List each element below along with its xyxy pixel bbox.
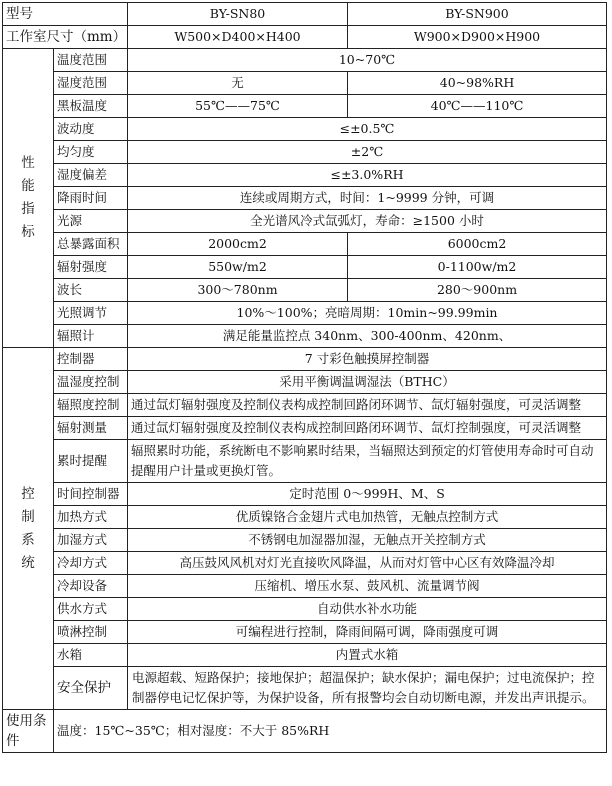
water-supply-value: 自动供水补水功能 bbox=[128, 598, 607, 621]
table-row bbox=[3, 348, 607, 371]
temp-range-value: 10~70℃ bbox=[128, 49, 607, 72]
spec-table bbox=[2, 2, 607, 753]
spray-label: 喷淋控制 bbox=[54, 621, 128, 644]
cumulative-value: 辐照累时功能，系统断电不影响累时结果，当辐照达到预定的灯管使用寿命时可自动提醒用户计量或更换灯管。 bbox=[128, 440, 607, 483]
humidity-range-model2: 40~98%RH bbox=[348, 72, 607, 95]
uniformity-label: 均匀度 bbox=[54, 141, 128, 164]
table-row bbox=[3, 394, 607, 417]
exposure-area-model1: 2000cm2 bbox=[128, 233, 348, 256]
controller-label: 控制器 bbox=[54, 348, 128, 371]
table-row bbox=[3, 598, 607, 621]
table-row bbox=[3, 95, 607, 118]
table-row bbox=[3, 233, 607, 256]
irr-control-label: 辐照度控制 bbox=[54, 394, 128, 417]
irradiance-label: 辐射强度 bbox=[54, 256, 128, 279]
chamber-model2: W900×D900×H900 bbox=[348, 26, 607, 49]
radiometer-value: 满足能量监控点 340nm、300-400nm、420nm、 bbox=[128, 325, 607, 348]
exposure-area-label: 总暴露面积 bbox=[54, 233, 128, 256]
black-panel-model1: 55℃——75℃ bbox=[128, 95, 348, 118]
table-row bbox=[3, 3, 607, 26]
performance-group-label: 性 能 指 标 bbox=[3, 49, 54, 348]
safety-label: 安全保护 bbox=[54, 667, 128, 710]
humidity-dev-label: 湿度偏差 bbox=[54, 164, 128, 187]
irr-control-value: 通过氙灯辐射强度及控制仪表构成控制回路闭环调节、氙灯辐射强度，可灵活调整 bbox=[128, 394, 607, 417]
black-panel-model2: 40℃——110℃ bbox=[348, 95, 607, 118]
humidity-range-model1: 无 bbox=[128, 72, 348, 95]
chamber-model1: W500×D400×H400 bbox=[128, 26, 348, 49]
model2-name: BY-SN900 bbox=[348, 3, 607, 26]
table-row bbox=[3, 325, 607, 348]
timer-label: 时间控制器 bbox=[54, 483, 128, 506]
chamber-label: 工作室尺寸（mm） bbox=[3, 26, 128, 49]
light-adjust-label: 光照调节 bbox=[54, 302, 128, 325]
tank-label: 水箱 bbox=[54, 644, 128, 667]
table-row bbox=[3, 49, 607, 72]
irr-measure-label: 辐射测量 bbox=[54, 417, 128, 440]
irr-measure-value: 通过氙灯辐射强度及控制仪表构成控制回路闭环调节、氙灯控制强度，可灵活调整 bbox=[128, 417, 607, 440]
black-panel-label: 黑板温度 bbox=[54, 95, 128, 118]
wavelength-model2: 280～900nm bbox=[348, 279, 607, 302]
humidify-value: 不锈钢电加湿器加湿，无触点开关控制方式 bbox=[128, 529, 607, 552]
irradiance-model2: 0-1100w/m2 bbox=[348, 256, 607, 279]
table-row bbox=[3, 417, 607, 440]
humidify-label: 加湿方式 bbox=[54, 529, 128, 552]
table-row bbox=[3, 210, 607, 233]
control-group-label: 控 制 系 统 bbox=[3, 348, 54, 710]
table-row bbox=[3, 483, 607, 506]
fluctuation-value: ≤±0.5℃ bbox=[128, 118, 607, 141]
exposure-area-model2: 6000cm2 bbox=[348, 233, 607, 256]
fluctuation-label: 波动度 bbox=[54, 118, 128, 141]
th-control-label: 温湿度控制 bbox=[54, 371, 128, 394]
cooling-value: 高压鼓风风机对灯光直接吹风降温，从而对灯管中心区有效降温冷却 bbox=[128, 552, 607, 575]
light-source-label: 光源 bbox=[54, 210, 128, 233]
spray-value: 可编程进行控制，降雨间隔可调，降雨强度可调 bbox=[128, 621, 607, 644]
cooling-equip-value: 压缩机、增压水泵、鼓风机、流量调节阀 bbox=[128, 575, 607, 598]
safety-value: 电源超载、短路保护；接地保护；超温保护；缺水保护；漏电保护；过电流保护；控制器停电记忆保护等，为保护设备，所有报警均会自动切断电源，并发出声讯提示。 bbox=[128, 667, 607, 710]
table-row bbox=[3, 118, 607, 141]
table-row bbox=[3, 302, 607, 325]
table-row bbox=[3, 552, 607, 575]
radiometer-label: 辐照计 bbox=[54, 325, 128, 348]
cumulative-label: 累时提醒 bbox=[54, 440, 128, 483]
table-row bbox=[3, 644, 607, 667]
wavelength-model1: 300～780nm bbox=[128, 279, 348, 302]
model1-name: BY-SN80 bbox=[128, 3, 348, 26]
table-row bbox=[3, 506, 607, 529]
table-row bbox=[3, 187, 607, 210]
light-adjust-value: 10%～100%；亮暗周期：10min~99.99min bbox=[128, 302, 607, 325]
table-row bbox=[3, 440, 607, 483]
table-row bbox=[3, 529, 607, 552]
controller-value: 7 寸彩色触摸屏控制器 bbox=[128, 348, 607, 371]
light-source-value: 全光谱风冷式氙弧灯，寿命：≥1500 小时 bbox=[128, 210, 607, 233]
table-row bbox=[3, 256, 607, 279]
conditions-value: 温度：15℃~35℃；相对湿度：不大于 85%RH bbox=[54, 710, 607, 753]
table-row bbox=[3, 164, 607, 187]
heating-value: 优质镍铬合金翅片式电加热管，无触点控制方式 bbox=[128, 506, 607, 529]
table-row bbox=[3, 710, 607, 753]
table-row bbox=[3, 72, 607, 95]
table-row bbox=[3, 621, 607, 644]
humidity-range-label: 湿度范围 bbox=[54, 72, 128, 95]
table-row bbox=[3, 26, 607, 49]
timer-value: 定时范围 0～999H、M、S bbox=[128, 483, 607, 506]
th-control-value: 采用平衡调温调湿法（BTHC） bbox=[128, 371, 607, 394]
heating-label: 加热方式 bbox=[54, 506, 128, 529]
tank-value: 内置式水箱 bbox=[128, 644, 607, 667]
irradiance-model1: 550w/m2 bbox=[128, 256, 348, 279]
humidity-dev-value: ≤±3.0%RH bbox=[128, 164, 607, 187]
uniformity-value: ±2℃ bbox=[128, 141, 607, 164]
cooling-label: 冷却方式 bbox=[54, 552, 128, 575]
table-row bbox=[3, 667, 607, 710]
cooling-equip-label: 冷却设备 bbox=[54, 575, 128, 598]
conditions-label: 使用条件 bbox=[3, 710, 54, 753]
table-row bbox=[3, 141, 607, 164]
temp-range-label: 温度范围 bbox=[54, 49, 128, 72]
rain-time-label: 降雨时间 bbox=[54, 187, 128, 210]
table-row bbox=[3, 279, 607, 302]
table-row bbox=[3, 575, 607, 598]
wavelength-label: 波长 bbox=[54, 279, 128, 302]
model-label: 型号 bbox=[3, 3, 128, 26]
rain-time-value: 连续或周期方式，时间：1~9999 分钟，可调 bbox=[128, 187, 607, 210]
water-supply-label: 供水方式 bbox=[54, 598, 128, 621]
table-row bbox=[3, 371, 607, 394]
